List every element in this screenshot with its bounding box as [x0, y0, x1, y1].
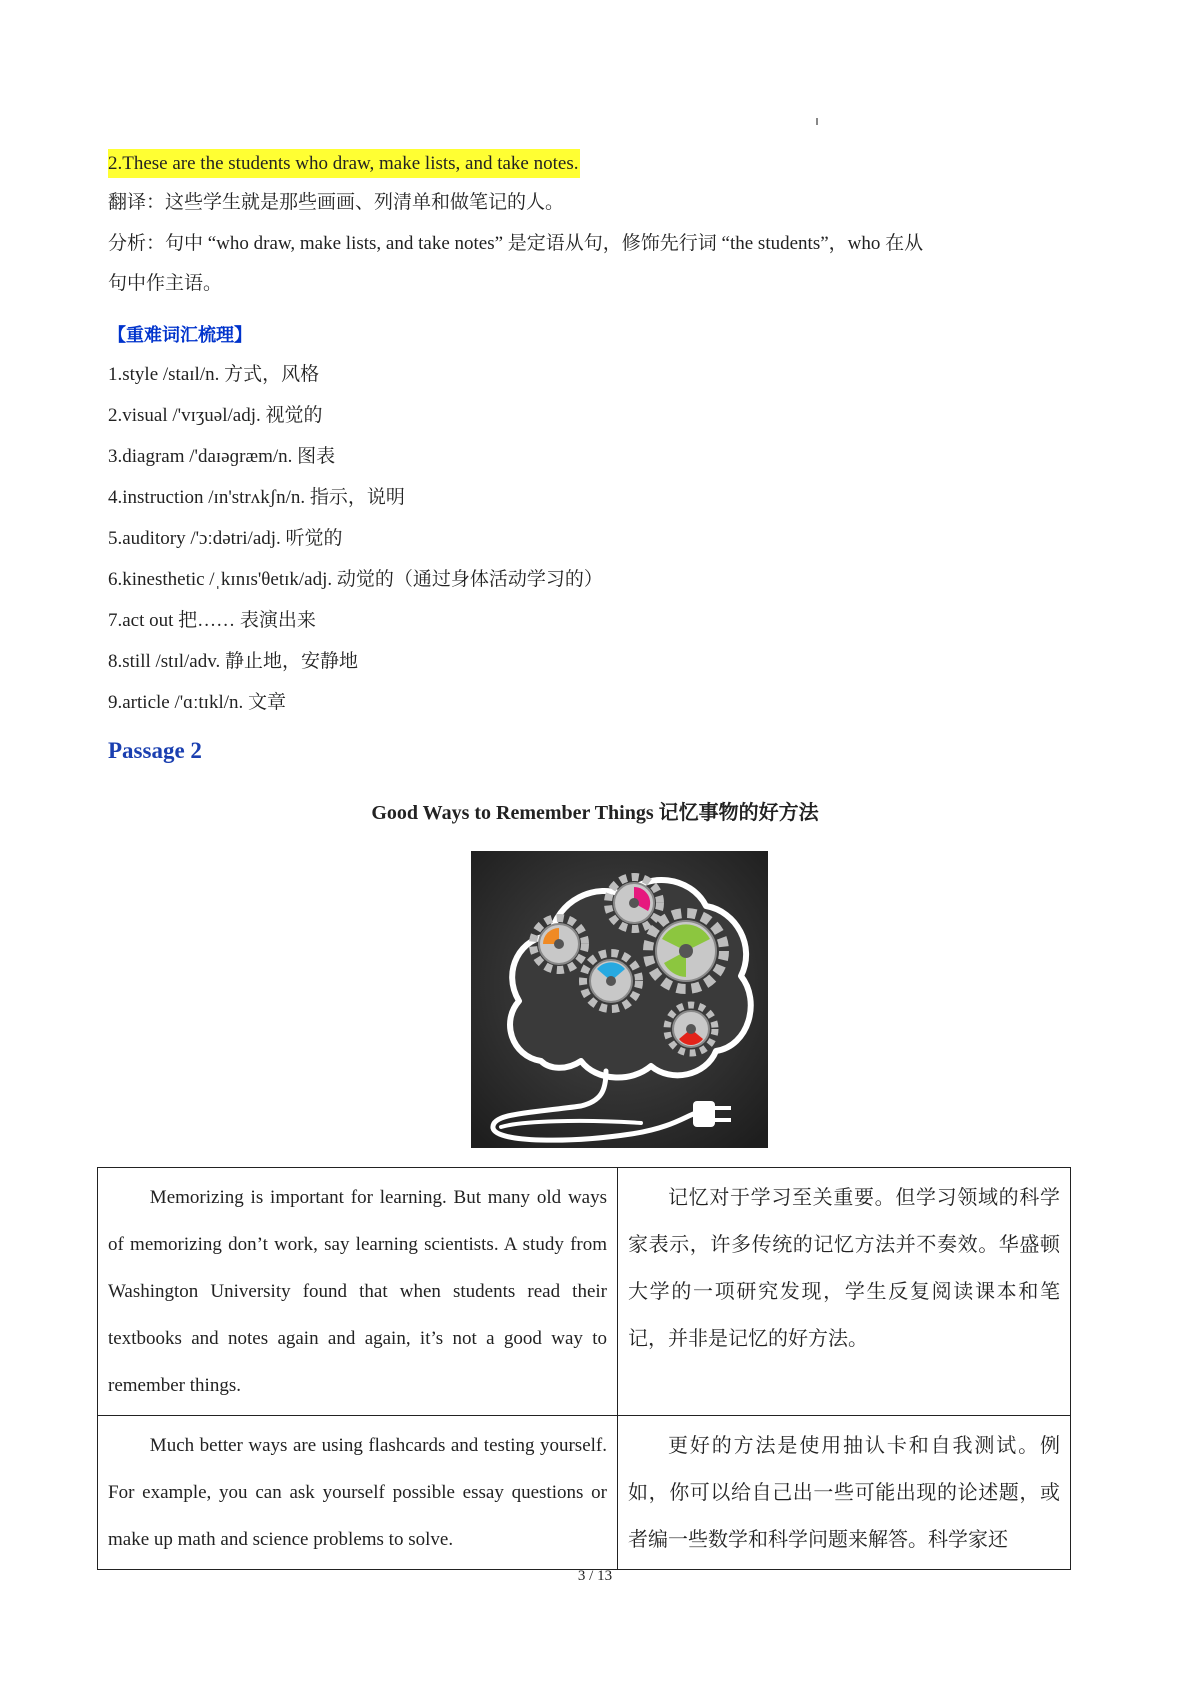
sentence-2-analysis-line1: 分析：句中 “who draw, make lists, and take notes” 是定语从句，修饰先行词 “the students”，who 在从	[108, 233, 924, 254]
vocab-item: 3.diagram /'daɪəɡræm/n. 图表	[108, 446, 336, 467]
sentence-2-analysis-line2: 句中作主语。	[108, 273, 223, 294]
table-row	[98, 1168, 1071, 1416]
chinese-cell	[618, 1168, 1071, 1416]
table-row	[98, 1416, 1071, 1570]
bilingual-table	[97, 1167, 1071, 1570]
english-paragraph: Memorizing is important for learning. But many old ways of memorizing don’t work, say learning scientists. A study from Washington University found that when students read their textbooks and notes again and again, it’s not a good way to remember things.	[108, 1187, 607, 1396]
sentence-2-translation: 翻译：这些学生就是那些画画、列清单和做笔记的人。	[108, 192, 565, 213]
chinese-paragraph: 记忆对于学习至关重要。但学习领域的科学家表示，许多传统的记忆方法并不奏效。华盛顿大学的一项研究发现，学生反复阅读课本和笔记，并非是记忆的好方法。	[628, 1185, 1060, 1350]
sentence-2	[108, 150, 580, 178]
vocab-item: 7.act out 把…… 表演出来	[108, 610, 316, 631]
vocab-heading: 【重难词汇梳理】	[108, 325, 252, 346]
english-paragraph: Much better ways are using flashcards and testing yourself. For example, you can ask yourself possible essay questions or make up math and science problems to solve.	[108, 1435, 607, 1550]
brain-gears-plug-icon	[471, 851, 768, 1148]
vocab-item: 4.instruction /ɪn'strʌkʃn/n. 指示，说明	[108, 487, 405, 508]
vocab-item: 9.article /'ɑːtɪkl/n. 文章	[108, 692, 286, 713]
vocab-item: 2.visual /'vɪʒuəl/adj. 视觉的	[108, 405, 323, 426]
english-cell	[98, 1168, 618, 1416]
vocab-item: 8.still /stɪl/adv. 静止地，安静地	[108, 651, 358, 672]
english-cell	[98, 1416, 618, 1570]
chinese-cell	[618, 1416, 1071, 1570]
margin-mark	[816, 118, 818, 125]
passage-heading: Passage 2	[108, 738, 202, 763]
sentence-2-text: 2.These are the students who draw, make lists, and take notes.	[108, 149, 580, 178]
vocab-item: 5.auditory /'ɔːdətri/adj. 听觉的	[108, 528, 343, 549]
vocab-item: 1.style /staɪl/n. 方式，风格	[108, 364, 320, 385]
passage-title: Good Ways to Remember Things 记忆事物的好方法	[371, 802, 819, 824]
chinese-paragraph: 更好的方法是使用抽认卡和自我测试。例如，你可以给自己出一些可能出现的论述题，或者编一些数学和科学问题来解答。科学家还	[628, 1433, 1060, 1551]
vocab-item: 6.kinesthetic /ˌkɪnɪs'θetɪk/adj. 动觉的（通过身体活动学习的）	[108, 569, 603, 590]
page-number: 3 / 13	[577, 1568, 613, 1584]
